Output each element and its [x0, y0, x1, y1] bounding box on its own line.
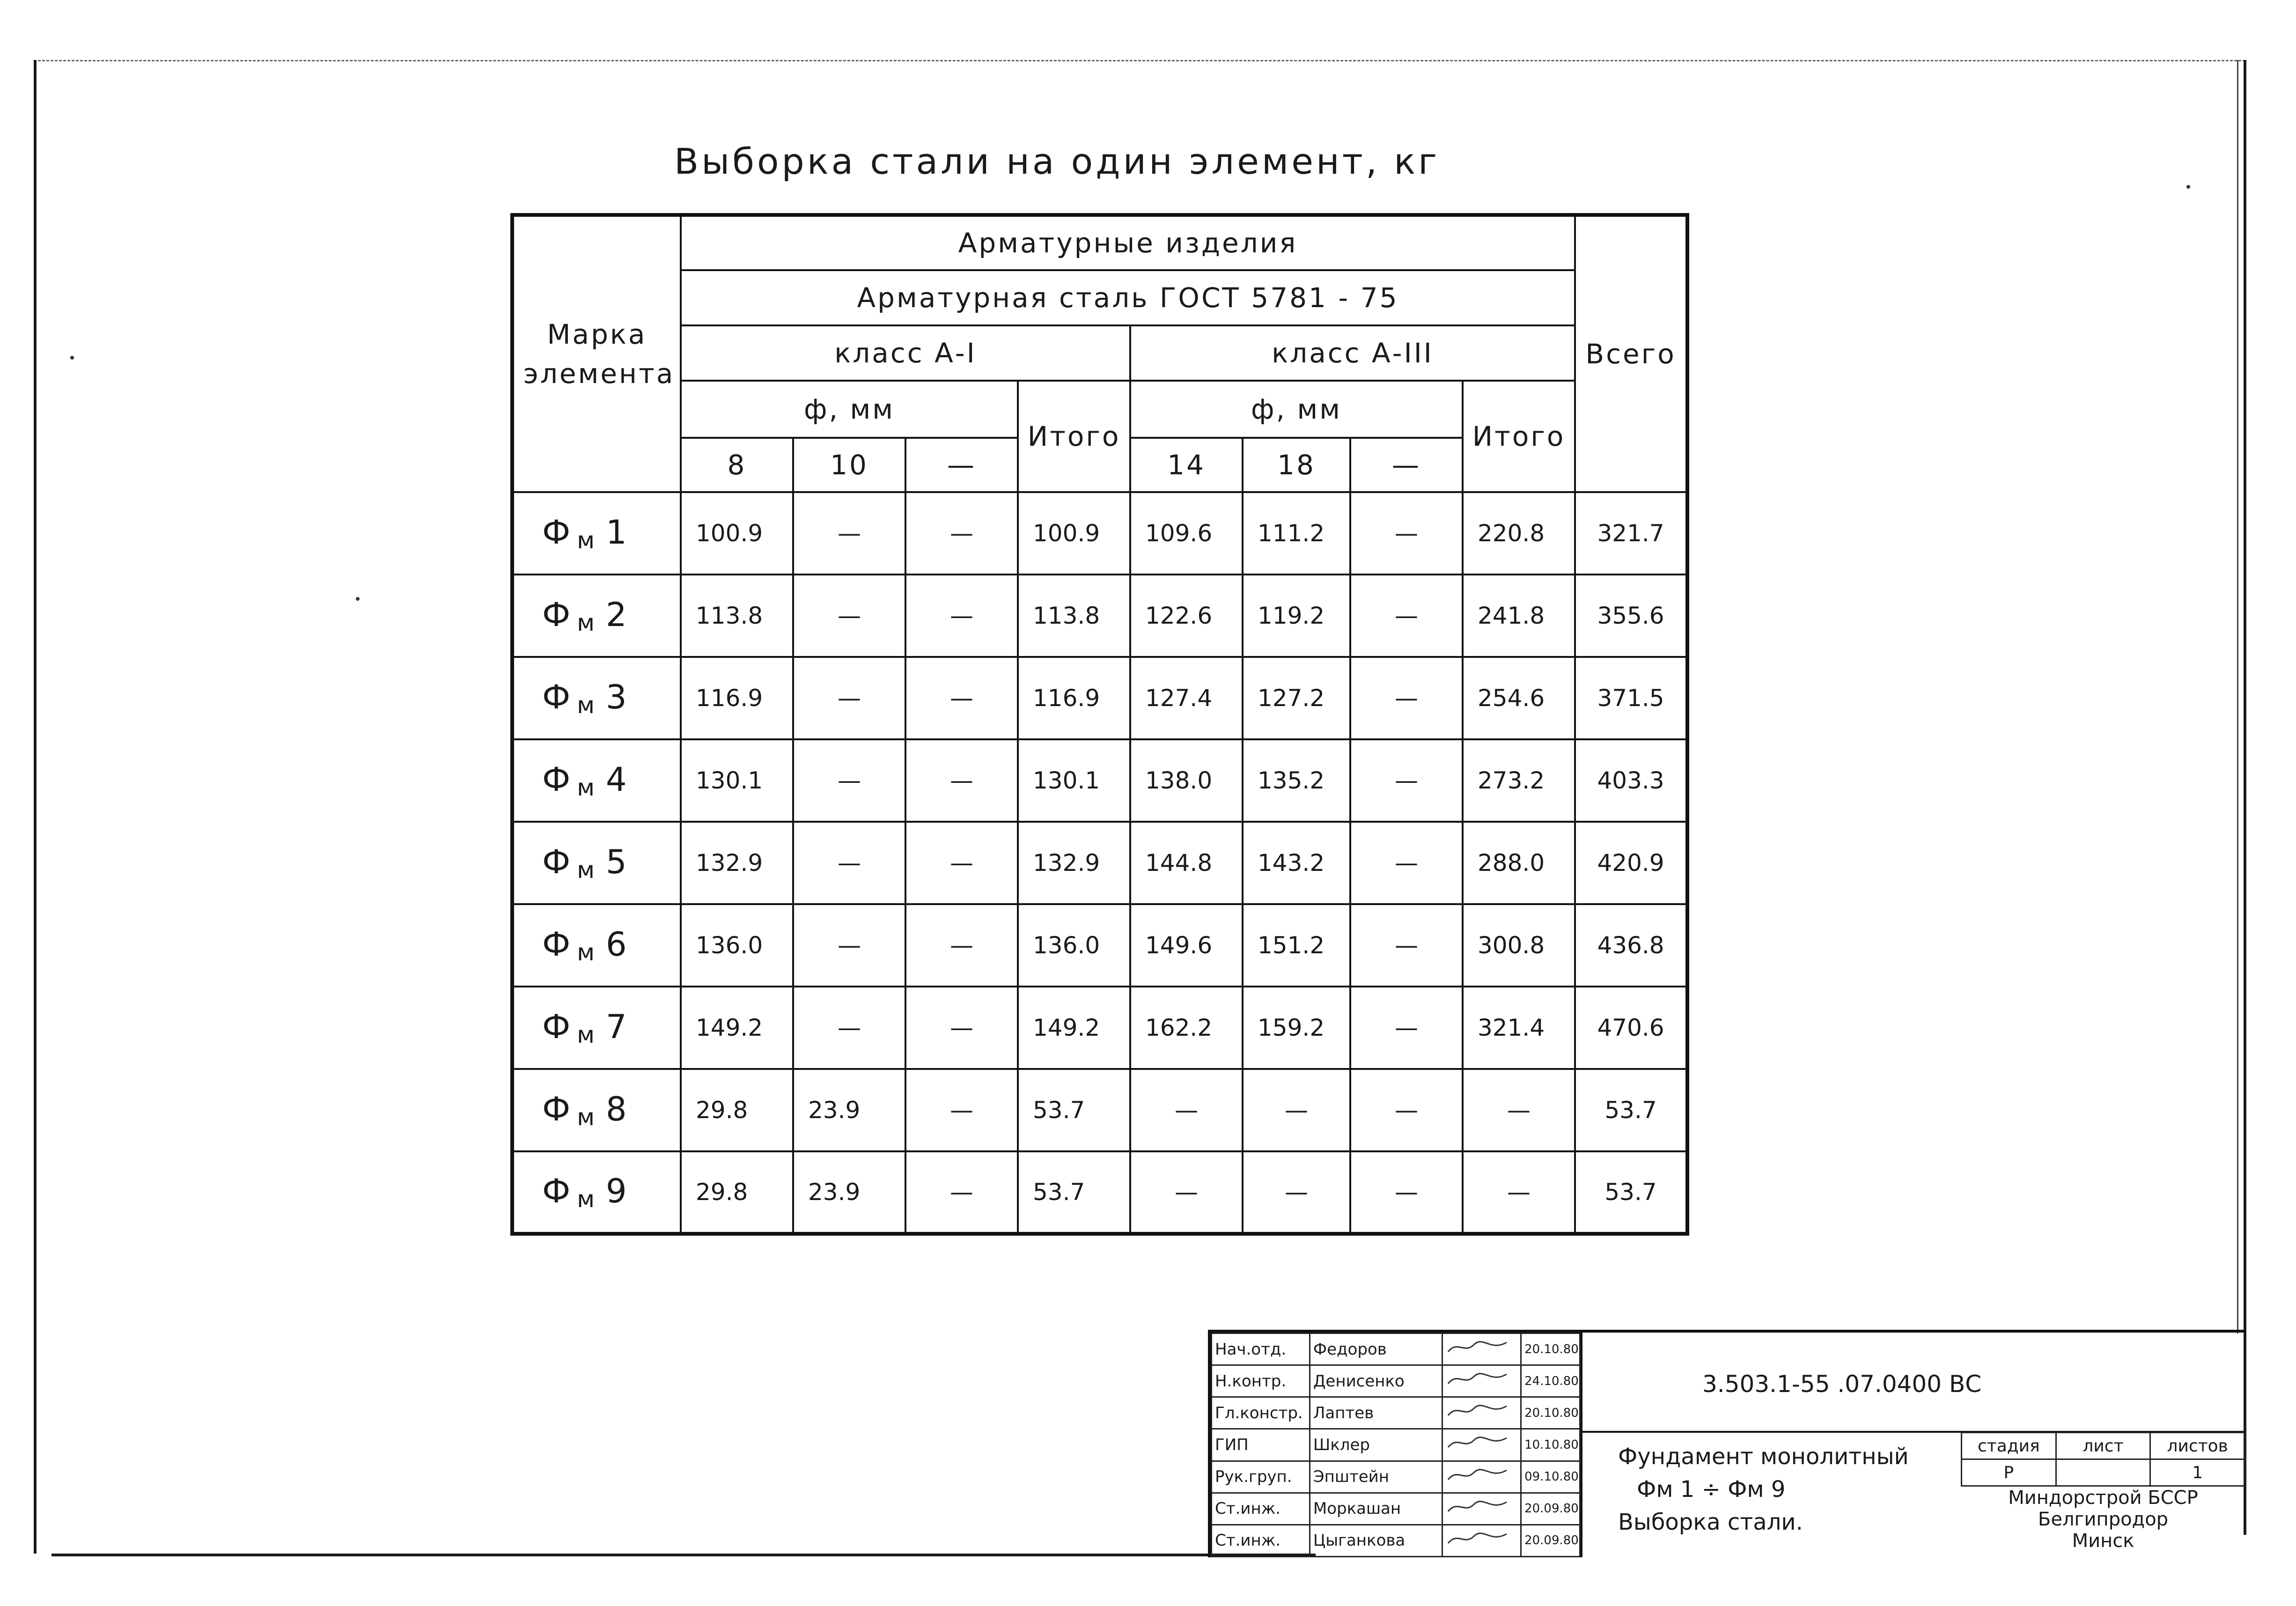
- table-cell: 355.6: [1575, 575, 1687, 657]
- table-cell: 116.9: [1018, 657, 1130, 739]
- signature-row: [1212, 1333, 1580, 1365]
- mark-prefix: Ф: [542, 1007, 571, 1046]
- signature-scribble: [1446, 1466, 1511, 1484]
- header-class-3: класс А-III: [1130, 325, 1575, 381]
- signature: [1442, 1493, 1521, 1525]
- table-cell: 130.1: [681, 739, 793, 822]
- table-cell: —: [793, 822, 905, 904]
- table-cell: 127.2: [1243, 657, 1350, 739]
- table-cell: 254.6: [1463, 657, 1575, 739]
- header-itogo-1: Итого: [1018, 381, 1130, 492]
- header-total: Всего: [1575, 215, 1687, 492]
- steel-table: [510, 213, 1689, 1236]
- table-cell: —: [793, 657, 905, 739]
- description-line: Выборка стали.: [1618, 1509, 1803, 1535]
- signer-role: Ст.инж.: [1212, 1493, 1310, 1525]
- mark-prefix: Ф: [542, 842, 571, 881]
- element-mark: [512, 657, 681, 739]
- header-diam-3: ф, мм: [1130, 381, 1463, 438]
- table-cell: —: [793, 987, 905, 1069]
- table-cell: 100.9: [1018, 492, 1130, 575]
- table-row: [512, 822, 1687, 904]
- sign-date: 20.09.80: [1521, 1493, 1580, 1525]
- signature-row: [1212, 1429, 1580, 1461]
- org-line: Белгипродор: [2038, 1509, 2169, 1530]
- sign-date: 20.10.80: [1521, 1397, 1580, 1429]
- table-cell: 29.8: [681, 1151, 793, 1234]
- table-cell: 149.2: [1018, 987, 1130, 1069]
- sheet-header: лист: [2056, 1433, 2150, 1459]
- sign-date: 10.10.80: [1521, 1429, 1580, 1461]
- table-cell: 23.9: [793, 1069, 905, 1151]
- table-row: [512, 657, 1687, 739]
- table-cell: 135.2: [1243, 739, 1350, 822]
- table-cell: —: [1243, 1151, 1350, 1234]
- sign-date: 20.10.80: [1521, 1333, 1580, 1365]
- table-cell: —: [1243, 1069, 1350, 1151]
- org-line: Минск: [2072, 1530, 2134, 1552]
- sheet-value: [2056, 1459, 2150, 1486]
- table-cell: 220.8: [1463, 492, 1575, 575]
- table-cell: 109.6: [1130, 492, 1243, 575]
- table-cell: 122.6: [1130, 575, 1243, 657]
- signature-scribble: [1446, 1433, 1511, 1452]
- signature: [1442, 1461, 1521, 1493]
- table-cell: 127.4: [1130, 657, 1243, 739]
- table-cell: 53.7: [1575, 1151, 1687, 1234]
- table-cell: 111.2: [1243, 492, 1350, 575]
- signer-role: ГИП: [1212, 1429, 1310, 1461]
- signer-name: Федоров: [1310, 1333, 1442, 1365]
- table-cell: 143.2: [1243, 822, 1350, 904]
- signature: [1442, 1365, 1521, 1397]
- page-title: Выборка стали на один элемент, кг: [674, 140, 1440, 182]
- table-cell: 470.6: [1575, 987, 1687, 1069]
- mark-prefix: Ф: [542, 595, 571, 634]
- header-mark: Марка элемента: [512, 215, 681, 492]
- table-cell: 321.7: [1575, 492, 1687, 575]
- signer-name: Эпштейн: [1310, 1461, 1442, 1493]
- table-cell: —: [1350, 1069, 1463, 1151]
- table-row: [512, 492, 1687, 575]
- table-cell: —: [1350, 904, 1463, 987]
- table-cell: 420.9: [1575, 822, 1687, 904]
- document-code: 3.503.1-55 .07.0400 ВС: [1702, 1370, 1982, 1398]
- table-cell: 149.6: [1130, 904, 1243, 987]
- table-cell: 162.2: [1130, 987, 1243, 1069]
- title-block: [1208, 1330, 2245, 1557]
- table-row: [512, 1151, 1687, 1234]
- signer-name: Цыганкова: [1310, 1525, 1442, 1556]
- sheets-value: 1: [2150, 1459, 2245, 1486]
- table-row: [512, 904, 1687, 987]
- element-mark: [512, 575, 681, 657]
- mark-prefix: Ф: [542, 760, 571, 799]
- signature-row: [1212, 1525, 1580, 1556]
- table-cell: 151.2: [1243, 904, 1350, 987]
- table-cell: 100.9: [681, 492, 793, 575]
- signature: [1442, 1525, 1521, 1556]
- table-cell: —: [1350, 987, 1463, 1069]
- signatures-table: [1211, 1333, 1581, 1557]
- signer-role: Н.контр.: [1212, 1365, 1310, 1397]
- table-cell: 113.8: [681, 575, 793, 657]
- element-mark: [512, 1151, 681, 1234]
- mark-number: 3: [606, 678, 627, 716]
- signature-scribble: [1446, 1497, 1511, 1516]
- element-mark: [512, 987, 681, 1069]
- table-cell: —: [905, 822, 1018, 904]
- table-cell: 403.3: [1575, 739, 1687, 822]
- signature: [1442, 1397, 1521, 1429]
- header-d3-0: 14: [1130, 438, 1243, 492]
- table-cell: —: [905, 904, 1018, 987]
- signature-scribble: [1446, 1529, 1511, 1548]
- signer-role: Ст.инж.: [1212, 1525, 1310, 1556]
- table-cell: 138.0: [1130, 739, 1243, 822]
- table-cell: —: [905, 739, 1018, 822]
- table-cell: 159.2: [1243, 987, 1350, 1069]
- table-cell: —: [905, 987, 1018, 1069]
- header-d1-1: 10: [793, 438, 905, 492]
- signer-role: Нач.отд.: [1212, 1333, 1310, 1365]
- sign-date: 24.10.80: [1521, 1365, 1580, 1397]
- element-mark: [512, 904, 681, 987]
- element-mark: [512, 1069, 681, 1151]
- table-cell: —: [1463, 1151, 1575, 1234]
- mark-number: 7: [606, 1007, 627, 1046]
- table-row: [512, 739, 1687, 822]
- table-cell: 53.7: [1018, 1069, 1130, 1151]
- header-d3-1: 18: [1243, 438, 1350, 492]
- signature-row: [1212, 1397, 1580, 1429]
- element-mark: [512, 739, 681, 822]
- table-cell: 116.9: [681, 657, 793, 739]
- table-cell: —: [905, 657, 1018, 739]
- signer-name: Лаптев: [1310, 1397, 1442, 1429]
- frame-top-line: [34, 60, 2245, 63]
- table-cell: 130.1: [1018, 739, 1130, 822]
- table-cell: —: [1350, 492, 1463, 575]
- frame-right-line: [2244, 60, 2246, 1535]
- mark-number: 1: [606, 513, 627, 552]
- table-body: [512, 492, 1687, 1234]
- stamp-divider-vertical: [1581, 1333, 1582, 1557]
- mark-number: 5: [606, 842, 627, 881]
- table-cell: 136.0: [681, 904, 793, 987]
- sign-date: 20.09.80: [1521, 1525, 1580, 1556]
- mark-number: 6: [606, 925, 627, 964]
- table-cell: 53.7: [1575, 1069, 1687, 1151]
- table-cell: —: [793, 904, 905, 987]
- description-line: Фм 1 ÷ Фм 9: [1637, 1476, 1786, 1503]
- mark-number: 4: [606, 760, 627, 799]
- table-cell: —: [1463, 1069, 1575, 1151]
- header-itogo-3: Итого: [1463, 381, 1575, 492]
- organization: [1961, 1487, 2245, 1553]
- table-cell: —: [1350, 657, 1463, 739]
- table-cell: 371.5: [1575, 657, 1687, 739]
- table-cell: 29.8: [681, 1069, 793, 1151]
- signer-role: Рук.груп.: [1212, 1461, 1310, 1493]
- table-cell: —: [1130, 1069, 1243, 1151]
- table-cell: 241.8: [1463, 575, 1575, 657]
- mark-sub: м: [577, 774, 595, 801]
- mark-sub: м: [577, 1103, 595, 1131]
- stage-table: [1961, 1432, 2245, 1487]
- speck: [2186, 185, 2190, 189]
- table-cell: 273.2: [1463, 739, 1575, 822]
- table-cell: —: [1350, 1151, 1463, 1234]
- table-cell: —: [905, 1069, 1018, 1151]
- mark-prefix: Ф: [542, 925, 571, 964]
- stage-header: стадия: [1962, 1433, 2056, 1459]
- table-cell: 119.2: [1243, 575, 1350, 657]
- table-cell: —: [905, 492, 1018, 575]
- signature: [1442, 1333, 1521, 1365]
- mark-prefix: Ф: [542, 678, 571, 716]
- document-description: [1618, 1440, 1936, 1553]
- table-cell: 436.8: [1575, 904, 1687, 987]
- sheets-header: листов: [2150, 1433, 2245, 1459]
- header-diam-1: ф, мм: [681, 381, 1018, 438]
- frame-bottom-line: [52, 1554, 1316, 1556]
- signature-scribble: [1446, 1338, 1511, 1356]
- header-class-1: класс А-I: [681, 325, 1130, 381]
- frame-left-line: [34, 60, 37, 1554]
- mark-number: 9: [606, 1171, 627, 1210]
- signer-role: Гл.констр.: [1212, 1397, 1310, 1429]
- signer-name: Шклер: [1310, 1429, 1442, 1461]
- table-cell: —: [793, 739, 905, 822]
- table-cell: 288.0: [1463, 822, 1575, 904]
- header-steel: Арматурная сталь ГОСТ 5781 - 75: [681, 270, 1575, 325]
- mark-sub: м: [577, 609, 595, 636]
- header-d1-2: —: [905, 438, 1018, 492]
- mark-prefix: Ф: [542, 1090, 571, 1128]
- header-d1-0: 8: [681, 438, 793, 492]
- table-cell: 113.8: [1018, 575, 1130, 657]
- signature-row: [1212, 1493, 1580, 1525]
- signature-row: [1212, 1461, 1580, 1493]
- table-cell: —: [905, 575, 1018, 657]
- org-line: Миндорстрой БССР: [2008, 1487, 2198, 1509]
- mark-prefix: Ф: [542, 1171, 571, 1210]
- table-cell: 132.9: [1018, 822, 1130, 904]
- description-line: Фундамент монолитный: [1618, 1444, 1909, 1470]
- table-cell: —: [793, 575, 905, 657]
- table-cell: —: [1350, 575, 1463, 657]
- mark-sub: м: [577, 938, 595, 966]
- table-cell: —: [1130, 1151, 1243, 1234]
- sign-date: 09.10.80: [1521, 1461, 1580, 1493]
- mark-sub: м: [577, 526, 595, 554]
- table-cell: —: [1350, 822, 1463, 904]
- table-cell: —: [793, 492, 905, 575]
- mark-number: 2: [606, 595, 627, 634]
- table-cell: 300.8: [1463, 904, 1575, 987]
- signature-scribble: [1446, 1401, 1511, 1420]
- speck: [356, 597, 360, 601]
- table-cell: 321.4: [1463, 987, 1575, 1069]
- signer-name: Денисенко: [1310, 1365, 1442, 1397]
- table-cell: —: [1350, 739, 1463, 822]
- mark-sub: м: [577, 1021, 595, 1048]
- table-row: [512, 987, 1687, 1069]
- header-d3-2: —: [1350, 438, 1463, 492]
- element-mark: [512, 492, 681, 575]
- mark-number: 8: [606, 1090, 627, 1128]
- signature-row: [1212, 1365, 1580, 1397]
- mark-prefix: Ф: [542, 513, 571, 552]
- element-mark: [512, 822, 681, 904]
- header-products: Арматурные изделия: [681, 215, 1575, 270]
- table-cell: 132.9: [681, 822, 793, 904]
- frame-inner-right-line: [2237, 60, 2238, 1333]
- stage-value: Р: [1962, 1459, 2056, 1486]
- speck: [70, 356, 74, 360]
- signature: [1442, 1429, 1521, 1461]
- table-cell: 136.0: [1018, 904, 1130, 987]
- signer-name: Моркашан: [1310, 1493, 1442, 1525]
- table-row: [512, 1069, 1687, 1151]
- table-cell: —: [905, 1151, 1018, 1234]
- table-cell: 53.7: [1018, 1151, 1130, 1234]
- mark-sub: м: [577, 1185, 595, 1213]
- table-cell: 149.2: [681, 987, 793, 1069]
- table-row: [512, 575, 1687, 657]
- mark-sub: м: [577, 691, 595, 719]
- table-cell: 144.8: [1130, 822, 1243, 904]
- signature-scribble: [1446, 1370, 1511, 1388]
- table-cell: 23.9: [793, 1151, 905, 1234]
- mark-sub: м: [577, 856, 595, 884]
